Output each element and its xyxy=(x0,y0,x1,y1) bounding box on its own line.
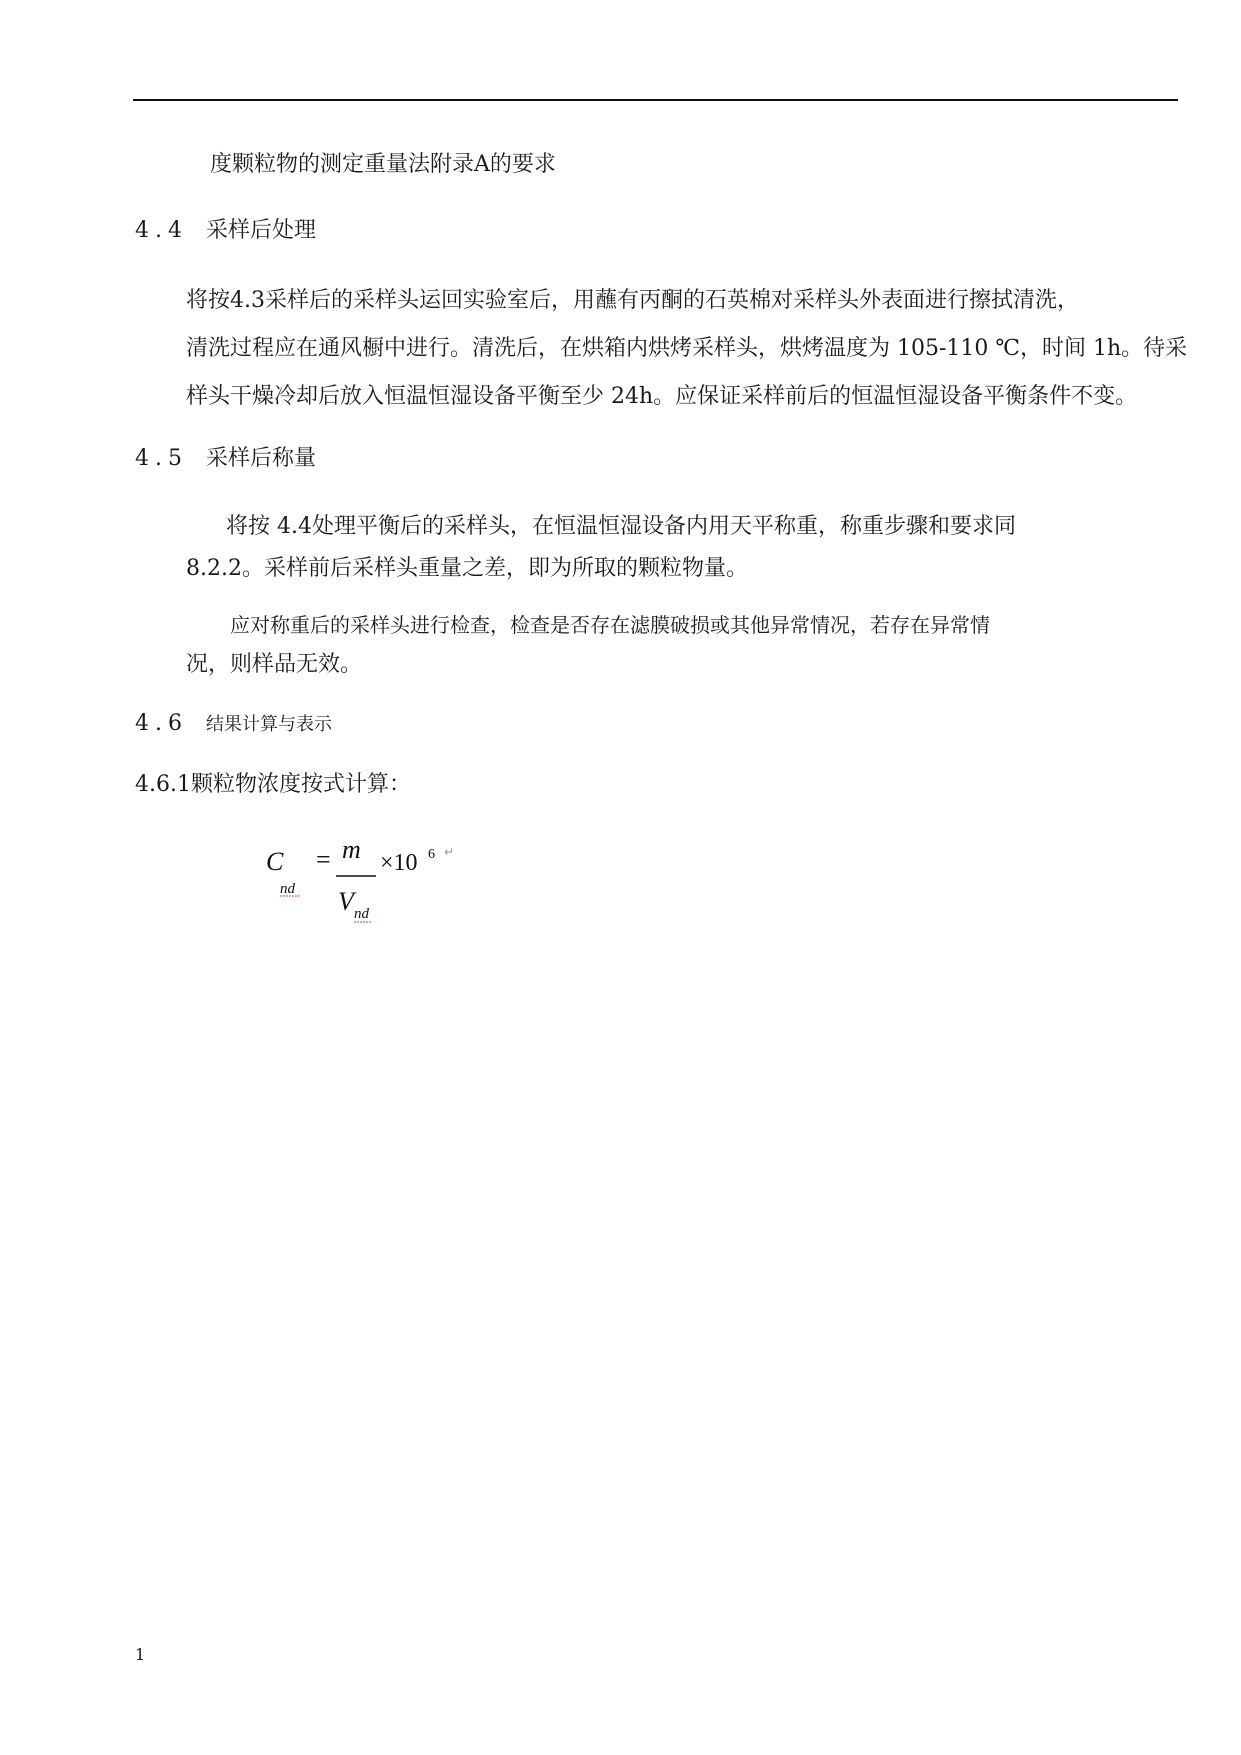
section-title: 采样后处理 xyxy=(206,218,317,243)
s44-paragraph-line-3: 样头干燥冷却后放入恒温恒湿设备平衡至少 24h。应保证采样前后的恒温恒湿设备平衡条件不变。 xyxy=(186,384,1138,409)
paragraph-mark-icon: ↵ xyxy=(444,845,455,859)
s44-paragraph-line-1: 将按4.3采样后的采样头运回实验室后，用蘸有丙酮的石英棉对采样头外表面进行擦拭清洗， xyxy=(186,288,1079,313)
s45-paragraph-line-3: 应对称重后的采样头进行检查，检查是否存在滤膜破损或其他异常情况，若存在异常情 xyxy=(230,613,990,637)
s44-paragraph-line-2: 清洗过程应在通风橱中进行。清洗后，在烘箱内烘烤采样头，烘烤温度为 105-110 ℃，时间 1h。待采 xyxy=(186,336,1188,361)
formula-denominator-subscript: nd xyxy=(354,906,369,922)
concentration-formula xyxy=(262,838,482,938)
page-number: 1 xyxy=(135,1645,146,1664)
formula-lhs-subscript: nd xyxy=(280,881,295,897)
formula-lhs: C xyxy=(266,847,284,876)
formula-numerator: m xyxy=(342,838,361,864)
s45-paragraph-line-1: 将按 4.4处理平衡后的采样头，在恒温恒湿设备内用天平称重，称重步骤和要求同 xyxy=(226,514,1016,539)
section-number: 4.5 xyxy=(135,446,188,471)
header-rule xyxy=(133,99,1178,101)
section-4-5-heading xyxy=(135,444,316,474)
section-title: 结果计算与表示 xyxy=(206,714,332,735)
section-number: 4.6 xyxy=(135,711,188,736)
section-number: 4.4 xyxy=(135,218,188,243)
s45-paragraph-line-2: 8.2.2。采样前后采样头重量之差，即为所取的颗粒物量。 xyxy=(186,556,748,581)
formula-exponent: 6 xyxy=(428,847,435,862)
formula-denominator: V xyxy=(338,887,354,916)
continuation-line: 度颗粒物的测定重量法附录A的要求 xyxy=(210,152,556,177)
formula-multiplier: ×10 xyxy=(380,850,418,876)
section-4-4-heading xyxy=(135,216,316,246)
s45-paragraph-line-4: 况，则样品无效。 xyxy=(186,652,363,677)
subsection-4-6-1: 4.6.1颗粒物浓度按式计算： xyxy=(135,772,411,797)
section-4-6-heading xyxy=(135,709,332,740)
formula-equals: = xyxy=(316,845,331,874)
section-title: 采样后称量 xyxy=(206,446,317,471)
